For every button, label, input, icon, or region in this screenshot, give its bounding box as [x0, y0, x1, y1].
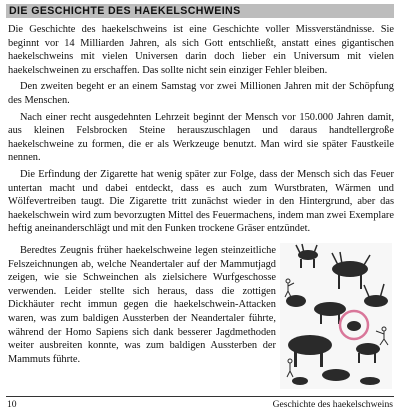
body-text [8, 23, 394, 236]
running-title: Geschichte des haekelschweins [272, 399, 393, 410]
paragraph-1: Die Geschichte des haekelschweins ist eine Geschichte voller Missverständnisse. Sie beginnt vor 14 Milliarden Jahren, als sich Gott entschließt, anstatt eines gigantischen haekelschweins mit vielen Universen darin doch lieber ein Universum mit vielen haekelschweinen zu erschaffen. Das sollte nicht sein einziger Fehler bleiben. [8, 24, 394, 76]
footer-rule [6, 396, 394, 397]
page-number: 10 [7, 399, 17, 410]
paragraph-5: Beredtes Zeugnis früher haekelschweine legen steinzeitliche Felszeichnungen ab, welche Neandertaler auf der Mammutjagd zeigen, wie sie Schweinchen als zielsichere Wurfgeschosse verwenden. Leider stellte sich heraus, dass die zottigen Dickhäuter recht immun gegen die haekelschwein-Attacken waren, was zum baldigen Aussterben der Neandertaler führte, während der Homo Sapiens sich dank besserer Jagdmethoden weiter ausbreiten konnte, was zum baldigen Aussterben der Mammuts führte. [8, 245, 276, 365]
paragraph-2: Den zweiten begeht er an einem Samstag vor zwei Millionen Jahren mit der Schöpfung des Menschen. [8, 81, 394, 106]
paragraph-4: Die Erfindung der Zigarette hat wenig später zur Folge, dass der Mensch sich das Feuer untertan macht und dabei entdeckt, dass es auch zum Wurstbraten, Wärmen und Wölfevertreiben taugt. Die Zigarette tritt zunächst wieder in den Hintergrund, aber das haekelschwein wird zum bevorzugten Mittel des Feuermachens, indem man zwei Exemplare heftig aneinanderschlägt und mit den Funken trockene Gräser entzündet. [8, 168, 394, 235]
cave-painting-illustration [280, 243, 392, 389]
chapter-title: DIE GESCHICHTE DES HAEKELSCHWEINS [6, 4, 394, 18]
paragraph-3: Nach einer recht ausgedehnten Lehrzeit beginnt der Mensch vor 150.000 Jahren damit, aus kleinen Felsbrocken Steine herauszuschlagen und daraus handtellergroße haekelschweine zu formen, die er als Werkzeuge benutzt. Man wird sie später Faustkeile nennen. [8, 111, 394, 164]
page-footer [6, 398, 394, 412]
